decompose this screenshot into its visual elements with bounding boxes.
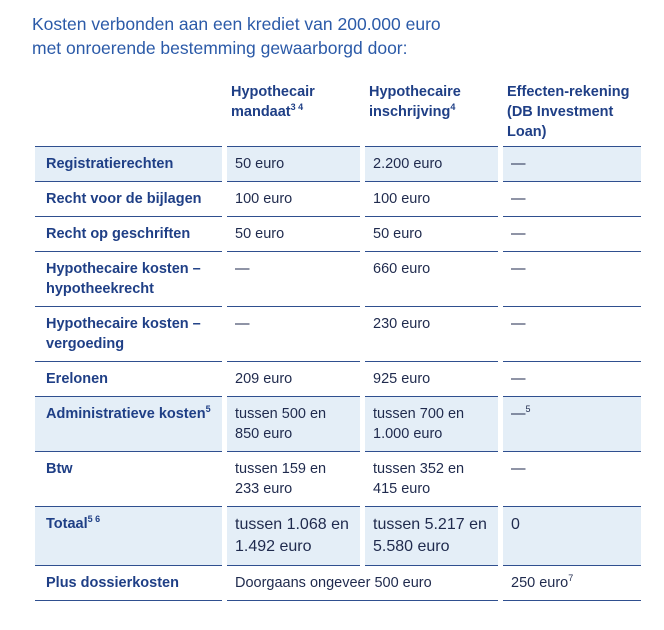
cell-effecten: —$^5$ bbox=[503, 397, 641, 452]
row-label: Recht voor de bijlagen bbox=[35, 182, 222, 217]
table-row bbox=[35, 452, 641, 507]
header-blank bbox=[35, 78, 222, 147]
table-row bbox=[35, 252, 641, 307]
row-label: Erelonen bbox=[35, 362, 222, 397]
header-inschrijving: Hypothecaire inschrijving$^4$ bbox=[365, 78, 498, 147]
cell-inschrijving: 230 euro bbox=[365, 307, 498, 362]
row-label: Recht op geschriften bbox=[35, 217, 222, 252]
header-mandaat: Hypothecair mandaat$^{3 4}$ bbox=[227, 78, 360, 147]
row-label: Hypothecaire kosten – vergoeding bbox=[35, 307, 222, 362]
cell-mandaat: 50 euro bbox=[227, 217, 360, 252]
table-row bbox=[35, 397, 641, 452]
cell-effecten: — bbox=[503, 182, 641, 217]
header-row bbox=[35, 78, 641, 147]
cell-mandaat: tussen 500 en 850 euro bbox=[227, 397, 360, 452]
cell-inschrijving: 50 euro bbox=[365, 217, 498, 252]
table-row bbox=[35, 217, 641, 252]
table-row bbox=[35, 182, 641, 217]
header-effecten: Effecten-rekening (DB Investment Loan) bbox=[503, 78, 641, 147]
cell-effecten: 0 bbox=[503, 507, 641, 566]
cell-mandaat: 100 euro bbox=[227, 182, 360, 217]
cell-inschrijving: tussen 700 en 1.000 euro bbox=[365, 397, 498, 452]
title-line-2: met onroerende bestemming gewaarborgd door: bbox=[32, 38, 408, 58]
cost-table bbox=[30, 78, 646, 601]
cell-effecten: — bbox=[503, 147, 641, 182]
cell-mandaat: — bbox=[227, 307, 360, 362]
table-row bbox=[35, 147, 641, 182]
page-title bbox=[32, 12, 652, 60]
row-label: Hypothecaire kosten – hypotheekrecht bbox=[35, 252, 222, 307]
cell-effecten: 250 euro$^7$ bbox=[503, 566, 641, 601]
cell-inschrijving: 100 euro bbox=[365, 182, 498, 217]
table-row-total bbox=[35, 507, 641, 566]
cell-inschrijving: tussen 352 en 415 euro bbox=[365, 452, 498, 507]
cell-effecten: — bbox=[503, 217, 641, 252]
cell-mandaat: 50 euro bbox=[227, 147, 360, 182]
row-label: Btw bbox=[35, 452, 222, 507]
cell-inschrijving: 925 euro bbox=[365, 362, 498, 397]
table-row bbox=[35, 362, 641, 397]
cell-mandaat: tussen 159 en 233 euro bbox=[227, 452, 360, 507]
table-row bbox=[35, 566, 641, 601]
cell-inschrijving: 660 euro bbox=[365, 252, 498, 307]
row-label: Registratierechten bbox=[35, 147, 222, 182]
cell-mandaat: tussen 1.068 en 1.492 euro bbox=[227, 507, 360, 566]
cell-combined: Doorgaans ongeveer 500 euro bbox=[227, 566, 498, 601]
cell-mandaat: 209 euro bbox=[227, 362, 360, 397]
table-row bbox=[35, 307, 641, 362]
title-line-1: Kosten verbonden aan een krediet van 200.000 euro bbox=[32, 14, 441, 34]
cell-inschrijving: tussen 5.217 en 5.580 euro bbox=[365, 507, 498, 566]
row-label: Administratieve kosten$^5$ bbox=[35, 397, 222, 452]
cell-effecten: — bbox=[503, 307, 641, 362]
cell-effecten: — bbox=[503, 362, 641, 397]
row-label: Plus dossierkosten bbox=[35, 566, 222, 601]
cell-mandaat: — bbox=[227, 252, 360, 307]
cell-inschrijving: 2.200 euro bbox=[365, 147, 498, 182]
cell-effecten: — bbox=[503, 252, 641, 307]
cell-effecten: — bbox=[503, 452, 641, 507]
row-label: Totaal$^{5 6}$ bbox=[35, 507, 222, 566]
